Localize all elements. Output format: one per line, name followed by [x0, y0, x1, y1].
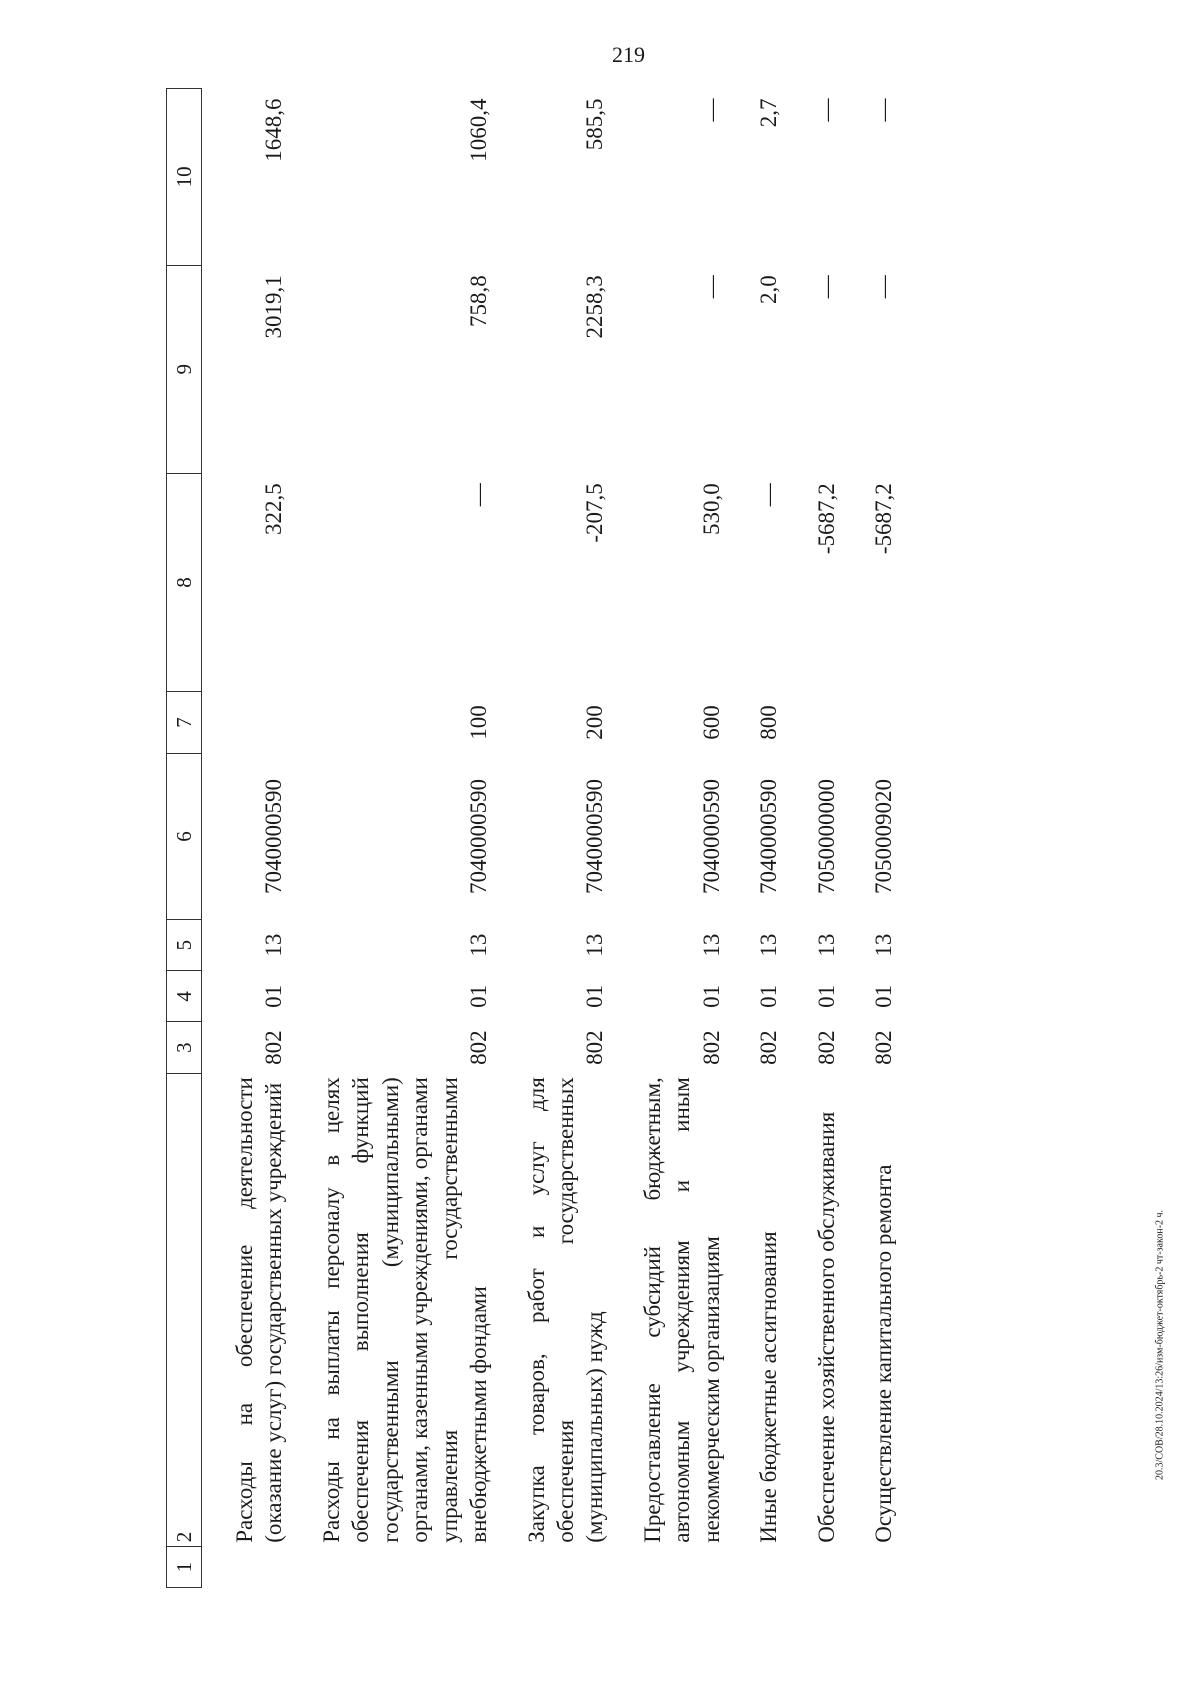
- header-cell-10: 10: [167, 89, 202, 266]
- row-description-cell: Расходы на обеспечение деятельности (оказание услуг) государственных учреждений: [232, 1077, 287, 1543]
- row-description-cell: Предоставление субсидий бюджетным, автономным учреждениям и иным некоммерческим организациям: [639, 1077, 724, 1543]
- row-amount-3-cell: 1060,4: [466, 98, 492, 162]
- row-target-article-cell: 7040000590: [466, 778, 492, 894]
- row-code-cell: 802: [813, 1030, 839, 1065]
- row-code-cell: 802: [582, 1030, 608, 1065]
- document-stamp: 20.3/СОВ/28.10.2024/13:26/изм-бюджет-октябрь-2 чт-закон-2 ч.: [1154, 1209, 1166, 1480]
- row-amount-3-cell: 2,7: [756, 98, 782, 128]
- row-amount-2-cell: —: [813, 275, 839, 299]
- table-row: [726, 89, 783, 1588]
- table-header-row: [167, 89, 202, 1588]
- row-amount-2-cell: 2258,3: [582, 275, 608, 339]
- row-number-cell: [784, 1547, 841, 1588]
- row-code-cell: 802: [756, 1030, 782, 1065]
- row-amount-1-cell: -207,5: [582, 483, 608, 543]
- row-expense-type-cell: [784, 692, 841, 754]
- row-expense-type-cell: 200: [582, 705, 608, 740]
- row-section-cell: 01: [466, 984, 492, 1008]
- row-target-article-cell: 7040000590: [261, 778, 287, 894]
- row-expense-type-cell: 600: [698, 705, 724, 740]
- row-subsection-cell: 13: [756, 933, 782, 957]
- header-cell-7: 7: [167, 692, 202, 754]
- row-number-cell: [726, 1547, 783, 1588]
- header-cell-3: 3: [167, 1022, 202, 1073]
- row-amount-2-cell: 758,8: [466, 275, 492, 327]
- row-description-cell: Обеспечение хозяйственного обслуживания: [813, 1111, 839, 1543]
- row-section-cell: 01: [756, 984, 782, 1008]
- header-cell-5: 5: [167, 920, 202, 971]
- row-number-cell: [289, 1547, 494, 1588]
- header-cell-1: 1: [167, 1547, 202, 1588]
- row-amount-1-cell: —: [756, 483, 782, 507]
- row-amount-2-cell: —: [871, 275, 896, 299]
- row-subsection-cell: 13: [582, 933, 608, 957]
- row-amount-1-cell: -5687,2: [813, 483, 839, 555]
- row-expense-type-cell: [841, 692, 898, 754]
- row-description-cell: Осуществление капитального ремонта: [871, 1164, 896, 1543]
- row-number-cell: [841, 1547, 898, 1588]
- row-number-cell: [610, 1547, 726, 1588]
- row-amount-3-cell: 585,5: [582, 98, 608, 151]
- row-code-cell: 802: [261, 1030, 287, 1065]
- row-description-cell: Расходы на выплаты персоналу в целях обеспечения выполнения функций государственными (муниципальными) органами, казенными учреждениями, органами управления государственными внебюджетными фондами: [318, 1077, 492, 1543]
- row-expense-type-cell: [202, 692, 289, 754]
- row-amount-2-cell: —: [698, 275, 724, 299]
- row-code-cell: 802: [698, 1030, 724, 1065]
- row-amount-1-cell: —: [466, 483, 492, 507]
- table-row: [841, 89, 898, 1588]
- row-expense-type-cell: 800: [756, 705, 782, 740]
- header-cell-8: 8: [167, 473, 202, 691]
- row-amount-2-cell: 3019,1: [261, 275, 287, 339]
- table-row: [202, 89, 289, 1588]
- row-subsection-cell: 13: [871, 933, 896, 957]
- row-subsection-cell: 13: [466, 933, 492, 957]
- row-target-article-cell: 7040000590: [582, 778, 608, 894]
- row-expense-type-cell: 100: [466, 705, 492, 740]
- row-amount-3-cell: —: [698, 98, 724, 122]
- row-section-cell: 01: [582, 984, 608, 1008]
- row-subsection-cell: 13: [698, 933, 724, 957]
- row-number-cell: [202, 1547, 289, 1588]
- row-target-article-cell: 7050009020: [871, 778, 896, 894]
- row-subsection-cell: 13: [813, 933, 839, 957]
- row-section-cell: 01: [871, 984, 896, 1008]
- row-section-cell: 01: [698, 984, 724, 1008]
- row-target-article-cell: 7040000590: [698, 778, 724, 894]
- page-number: 219: [612, 42, 645, 67]
- header-cell-2: 2: [167, 1073, 202, 1547]
- header-cell-9: 9: [167, 265, 202, 473]
- row-amount-2-cell: 2,0: [756, 275, 782, 304]
- row-subsection-cell: 13: [261, 933, 287, 957]
- row-amount-3-cell: 1648,6: [261, 98, 287, 162]
- row-section-cell: 01: [261, 984, 287, 1008]
- table-row: [610, 89, 726, 1588]
- row-target-article-cell: 7050000000: [813, 778, 839, 894]
- table-row: [289, 89, 494, 1588]
- row-description-cell: Закупка товаров, работ и услуг для обеспечения государственных (муниципальных) нужд: [523, 1077, 608, 1543]
- row-amount-3-cell: —: [871, 98, 896, 122]
- row-target-article-cell: 7040000590: [756, 778, 782, 894]
- budget-table-container: [166, 88, 1046, 1588]
- budget-table: [166, 88, 898, 1588]
- table-row: [494, 89, 610, 1588]
- row-code-cell: 802: [466, 1030, 492, 1065]
- row-number-cell: [494, 1547, 610, 1588]
- row-amount-1-cell: 530,0: [698, 483, 724, 535]
- table-row: [784, 89, 841, 1588]
- row-amount-1-cell: 322,5: [261, 483, 287, 535]
- row-section-cell: 01: [813, 984, 839, 1008]
- row-code-cell: 802: [871, 1030, 896, 1065]
- header-cell-4: 4: [167, 971, 202, 1022]
- row-description-cell: Иные бюджетные ассигнования: [756, 1231, 782, 1543]
- header-cell-6: 6: [167, 753, 202, 919]
- row-amount-1-cell: -5687,2: [871, 483, 896, 555]
- row-amount-3-cell: —: [813, 98, 839, 122]
